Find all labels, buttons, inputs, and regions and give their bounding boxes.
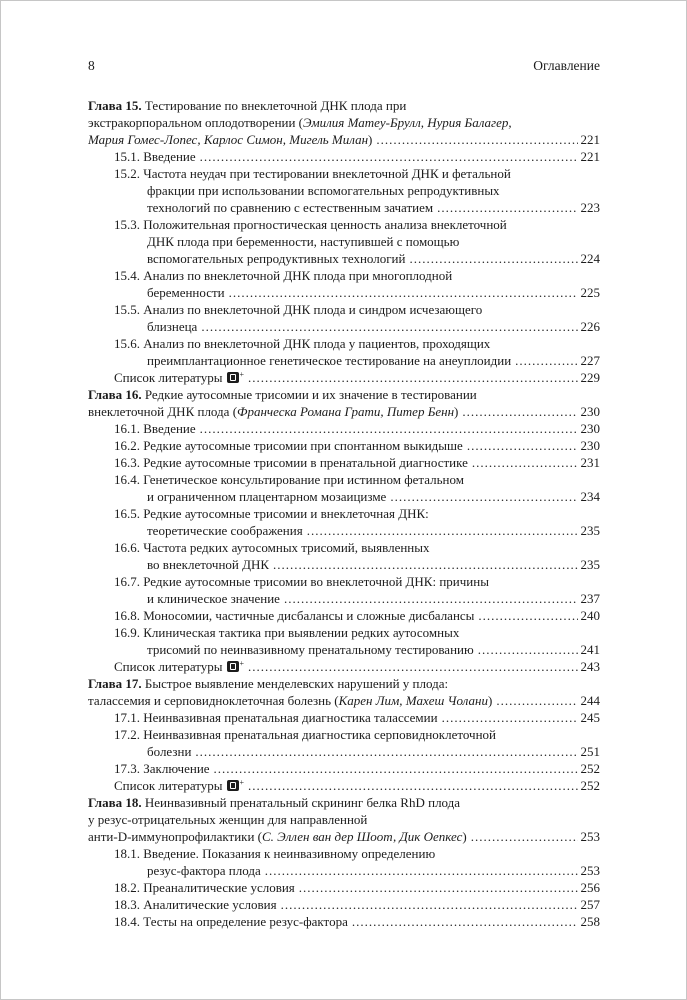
- toc-entry-text: 17.2. Неинвазивная пренатальная диагностика серповидноклеточной: [114, 727, 496, 742]
- page-ref: 226: [580, 319, 600, 334]
- toc-entry-text: талассемия и серповидноклеточная болезнь (Карен Лим, Махеш Чолани): [88, 693, 493, 708]
- toc-line: [88, 403, 600, 420]
- toc-entry-text: 16.8. Моносомии, частичные дисбалансы и сложные дисбалансы: [114, 608, 475, 623]
- page-ref: 253: [580, 829, 600, 844]
- toc-entry-text: трисомий по неинвазивному пренатальному тестированию: [147, 642, 474, 657]
- page-ref: 230: [580, 421, 600, 436]
- page-ref: 245: [580, 710, 600, 725]
- toc-line: [88, 641, 600, 658]
- page-ref: 253: [580, 863, 600, 878]
- toc-entry-text: 16.7. Редкие аутосомные трисомии во внеклеточной ДНК: причины: [114, 574, 489, 589]
- page-ref: 221: [580, 149, 600, 164]
- toc-entry-section: [88, 437, 600, 454]
- toc-line: [88, 131, 600, 148]
- toc-line: [88, 233, 600, 250]
- toc-list: [88, 97, 600, 930]
- toc-line: [88, 726, 600, 743]
- toc-entry-text: технологий по сравнению с естественным зачатием: [147, 200, 434, 215]
- toc-line: [88, 539, 600, 556]
- toc-entry-text: 17.1. Неинвазивная пренатальная диагностика талассемии: [114, 710, 438, 725]
- online-supplement-icon: [227, 780, 239, 791]
- toc-line: [88, 658, 600, 675]
- toc-entry-text: 15.1. Введение: [114, 149, 196, 164]
- toc-entry-text: во внеклеточной ДНК: [147, 557, 270, 572]
- online-supplement-plus: +: [239, 777, 245, 787]
- toc-entry-references: [88, 777, 600, 794]
- toc-line: [88, 437, 600, 454]
- page-number: 8: [88, 58, 95, 73]
- page-ref: 235: [580, 557, 600, 572]
- toc-line: [88, 97, 600, 114]
- dot-leader: [214, 760, 578, 777]
- dot-leader: [471, 828, 578, 845]
- toc-entry-text: 16.6. Частота редких аутосомных трисомий, выявленных: [114, 540, 430, 555]
- toc-entry-text: ДНК плода при беременности, наступившей с помощью: [147, 234, 460, 249]
- dot-leader: [352, 913, 578, 930]
- toc-entry-chapter: [88, 675, 600, 709]
- toc-entry-section: [88, 913, 600, 930]
- toc-entry-text: внеклеточной ДНК плода (Франческа Романа Грати, Питер Бенн): [88, 404, 459, 419]
- toc-entry-chapter: [88, 386, 600, 420]
- toc-entry-text: 18.4. Тесты на определение резус-фактора: [114, 914, 348, 929]
- toc-entry-text: Глава 18. Неинвазивный пренатальный скрининг белка RhD плода: [88, 795, 461, 810]
- toc-entry-section: [88, 896, 600, 913]
- toc-entry-text: 18.1. Введение. Показания к неинвазивному определению: [114, 846, 436, 861]
- toc-line: [88, 335, 600, 352]
- dot-leader: [478, 641, 578, 658]
- toc-entry-text: Глава 17. Быстрое выявление менделевских нарушений у плода:: [88, 676, 449, 691]
- dot-leader: [229, 284, 578, 301]
- toc-entry-text: и клиническое значение: [147, 591, 280, 606]
- online-supplement-icon: [227, 661, 239, 672]
- toc-entry-text: резус-фактора плода: [147, 863, 261, 878]
- toc-line: [88, 182, 600, 199]
- toc-line: [88, 692, 600, 709]
- toc-entry-text: беременности: [147, 285, 225, 300]
- toc-entry-text: анти-D-иммунопрофилактики (С. Эллен ван дер Шоот, Дик Оепкес): [88, 829, 467, 844]
- toc-entry-text: 18.2. Преаналитические условия: [114, 880, 295, 895]
- page-ref: 237: [580, 591, 600, 606]
- dot-leader: [248, 658, 577, 675]
- dot-leader: [496, 692, 577, 709]
- toc-entry-section: [88, 709, 600, 726]
- toc-entry-section: [88, 573, 600, 607]
- dot-leader: [195, 743, 577, 760]
- dot-leader: [248, 369, 577, 386]
- toc-entry-text: 16.2. Редкие аутосомные трисомии при спонтанном выкидыше: [114, 438, 463, 453]
- toc-entry-text: 16.4. Генетическое консультирование при истинном фетальном: [114, 472, 464, 487]
- toc-entry-section: [88, 539, 600, 573]
- dot-leader: [265, 862, 578, 879]
- toc-entry-text: 18.3. Аналитические условия: [114, 897, 277, 912]
- toc-line: [88, 811, 600, 828]
- page-ref: 230: [580, 438, 600, 453]
- toc-entry-section: [88, 148, 600, 165]
- toc-entry-text: 15.2. Частота неудач при тестировании внеклеточной ДНК и фетальной: [114, 166, 511, 181]
- toc-entry-text: преимплантационное генетическое тестирование на анеуплоидии: [147, 353, 512, 368]
- toc-entry-chapter: [88, 794, 600, 845]
- toc-entry-section: [88, 267, 600, 301]
- toc-entry-text: теоретические соображения: [147, 523, 303, 538]
- toc-line: [88, 828, 600, 845]
- toc-line: [88, 454, 600, 471]
- page-ref: 229: [580, 370, 600, 385]
- toc-line: [88, 845, 600, 862]
- toc-line: [88, 913, 600, 930]
- toc-entry-text: близнеца: [147, 319, 198, 334]
- toc-entry-text: 16.3. Редкие аутосомные трисомии в пренатальной диагностике: [114, 455, 468, 470]
- toc-entry-text: Мария Гомес-Лопес, Карлос Симон, Мигель Милан): [88, 132, 373, 147]
- toc-entry-references: [88, 658, 600, 675]
- online-supplement-plus: +: [239, 658, 245, 668]
- toc-entry-text: 16.1. Введение: [114, 421, 196, 436]
- toc-entry-section: [88, 607, 600, 624]
- toc-line: [88, 590, 600, 607]
- dot-leader: [248, 777, 577, 794]
- toc-line: [88, 369, 600, 386]
- toc-entry-text: Список литературы +: [114, 658, 245, 674]
- running-head: [88, 57, 600, 74]
- toc-line: [88, 760, 600, 777]
- toc-line: [88, 318, 600, 335]
- page-ref: 224: [580, 251, 600, 266]
- toc-entry-section: [88, 216, 600, 267]
- toc-entry-text: вспомогательных репродуктивных технологий: [147, 251, 406, 266]
- dot-leader: [467, 437, 578, 454]
- toc-line: [88, 386, 600, 403]
- page-ref: 251: [580, 744, 600, 759]
- toc-line: [88, 199, 600, 216]
- dot-leader: [200, 148, 578, 165]
- dot-leader: [281, 896, 578, 913]
- toc-entry-section: [88, 760, 600, 777]
- toc-line: [88, 284, 600, 301]
- dot-leader: [437, 199, 577, 216]
- dot-leader: [442, 709, 578, 726]
- toc-entry-section: [88, 505, 600, 539]
- dot-leader: [201, 318, 577, 335]
- toc-line: [88, 556, 600, 573]
- toc-entry-text: 17.3. Заключение: [114, 761, 210, 776]
- toc-line: [88, 488, 600, 505]
- dot-leader: [299, 879, 578, 896]
- page-ref: 244: [580, 693, 600, 708]
- toc-entry-section: [88, 471, 600, 505]
- toc-entry-text: Список литературы +: [114, 777, 245, 793]
- toc-line: [88, 165, 600, 182]
- toc-line: [88, 420, 600, 437]
- dot-leader: [472, 454, 578, 471]
- toc-entry-text: фракции при использовании вспомогательных репродуктивных: [147, 183, 500, 198]
- dot-leader: [376, 131, 577, 148]
- toc-entry-chapter: [88, 97, 600, 148]
- toc-line: [88, 624, 600, 641]
- page-ref: 234: [580, 489, 600, 504]
- toc-line: [88, 862, 600, 879]
- toc-line: [88, 879, 600, 896]
- page-ref: 252: [580, 778, 600, 793]
- toc-entry-text: 16.9. Клиническая тактика при выявлении редких аутосомных: [114, 625, 460, 640]
- page-ref: 231: [580, 455, 600, 470]
- toc-line: [88, 250, 600, 267]
- page-ref: 258: [580, 914, 600, 929]
- page-ref: 257: [580, 897, 600, 912]
- dot-leader: [409, 250, 577, 267]
- toc-line: [88, 148, 600, 165]
- toc-line: [88, 573, 600, 590]
- page-ref: 221: [580, 132, 600, 147]
- toc-line: [88, 794, 600, 811]
- page-ref: 227: [580, 353, 600, 368]
- toc-entry-text: у резус-отрицательных женщин для направленной: [88, 812, 368, 827]
- toc-line: [88, 301, 600, 318]
- toc-entry-text: болезни: [147, 744, 192, 759]
- toc-line: [88, 607, 600, 624]
- page-ref: 223: [580, 200, 600, 215]
- toc-line: [88, 777, 600, 794]
- toc-line: [88, 216, 600, 233]
- toc-line: [88, 709, 600, 726]
- toc-entry-section: [88, 624, 600, 658]
- online-supplement-icon: [227, 372, 239, 383]
- dot-leader: [478, 607, 577, 624]
- page-ref: 235: [580, 523, 600, 538]
- dot-leader: [390, 488, 577, 505]
- page-ref: 241: [580, 642, 600, 657]
- toc-entry-text: 15.6. Анализ по внеклеточной ДНК плода у пациентов, проходящих: [114, 336, 491, 351]
- dot-leader: [515, 352, 577, 369]
- toc-entry-section: [88, 879, 600, 896]
- toc-entry-section: [88, 845, 600, 879]
- page-ref: 252: [580, 761, 600, 776]
- toc-line: [88, 505, 600, 522]
- dot-leader: [462, 403, 577, 420]
- toc-line: [88, 352, 600, 369]
- toc-entry-section: [88, 454, 600, 471]
- toc-line: [88, 114, 600, 131]
- page-ref: 230: [580, 404, 600, 419]
- toc-line: [88, 896, 600, 913]
- toc-entry-section: [88, 726, 600, 760]
- dot-leader: [200, 420, 578, 437]
- dot-leader: [307, 522, 578, 539]
- toc-entry-section: [88, 420, 600, 437]
- toc-line: [88, 743, 600, 760]
- toc-line: [88, 675, 600, 692]
- online-supplement-plus: +: [239, 369, 245, 379]
- toc-entry-section: [88, 335, 600, 369]
- toc-entry-text: 15.5. Анализ по внеклеточной ДНК плода и синдром исчезающего: [114, 302, 483, 317]
- toc-entry-text: экстракорпоральном оплодотворении (Эмилия Матеу-Брулл, Нурия Балагер,: [88, 115, 512, 130]
- toc-entry-text: 15.3. Положительная прогностическая ценность анализа внеклеточной: [114, 217, 507, 232]
- toc-entry-references: [88, 369, 600, 386]
- toc-entry-section: [88, 165, 600, 216]
- toc-line: [88, 267, 600, 284]
- toc-entry-section: [88, 301, 600, 335]
- toc-entry-text: Глава 15. Тестирование по внеклеточной ДНК плода при: [88, 98, 407, 113]
- page-ref: 256: [580, 880, 600, 895]
- toc-entry-text: 15.4. Анализ по внеклеточной ДНК плода при многоплодной: [114, 268, 453, 283]
- page-ref: 243: [580, 659, 600, 674]
- running-head-title: Оглавление: [533, 58, 600, 73]
- page-ref: 225: [580, 285, 600, 300]
- toc-entry-text: и ограниченном плацентарном мозаицизме: [147, 489, 387, 504]
- dot-leader: [273, 556, 577, 573]
- toc-entry-text: Список литературы +: [114, 369, 245, 385]
- toc-entry-text: Глава 16. Редкие аутосомные трисомии и их значение в тестировании: [88, 387, 477, 402]
- toc-line: [88, 522, 600, 539]
- toc-entry-text: 16.5. Редкие аутосомные трисомии и внеклеточная ДНК:: [114, 506, 429, 521]
- page-ref: 240: [580, 608, 600, 623]
- dot-leader: [284, 590, 578, 607]
- toc-line: [88, 471, 600, 488]
